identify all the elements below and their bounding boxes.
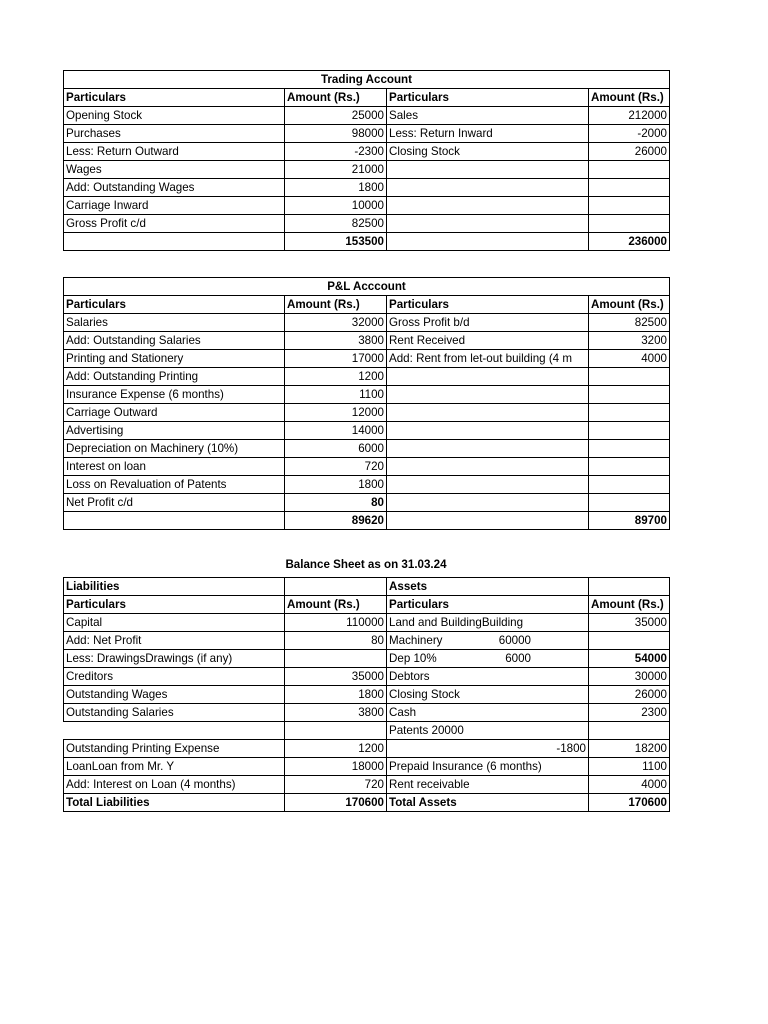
particular: Outstanding Salaries (64, 704, 285, 722)
balance-sheet-title: Balance Sheet as on 31.03.24 (285, 558, 447, 571)
amount: 12000 (285, 404, 387, 422)
header-particulars: Particulars (64, 296, 285, 314)
asset-label: Rent receivable (389, 778, 470, 791)
particular (387, 704, 589, 722)
particular (387, 740, 589, 758)
table-row (64, 143, 670, 161)
particular (387, 632, 589, 650)
empty-cell (589, 578, 670, 596)
amount: 720 (285, 458, 387, 476)
table-row (64, 350, 670, 368)
amount: 1100 (285, 386, 387, 404)
amount (589, 215, 670, 233)
amount: 17000 (285, 350, 387, 368)
total-label-empty (387, 512, 589, 530)
amount: 35000 (589, 614, 670, 632)
particular: Carriage Outward (64, 404, 285, 422)
amount: 1800 (285, 686, 387, 704)
table-row (64, 179, 670, 197)
amount: 3800 (285, 704, 387, 722)
particular: Closing Stock (387, 143, 589, 161)
amount (589, 197, 670, 215)
particular: Net Profit c/d (64, 494, 285, 512)
amount (589, 494, 670, 512)
particular: Gross Profit c/d (64, 215, 285, 233)
particular: Salaries (64, 314, 285, 332)
total-label-empty (64, 512, 285, 530)
amount (589, 476, 670, 494)
particular (387, 722, 589, 740)
amount: 3200 (589, 332, 670, 350)
asset-subamount: -1800 (556, 742, 586, 755)
table-header-row (64, 596, 670, 614)
amount: 54000 (589, 650, 670, 668)
amount: 1200 (285, 368, 387, 386)
amount: 10000 (285, 197, 387, 215)
particular: Add: Outstanding Printing (64, 368, 285, 386)
table-row (64, 740, 670, 758)
table-row (64, 686, 670, 704)
particular: Add: Outstanding Wages (64, 179, 285, 197)
particular: Interest on loan (64, 458, 285, 476)
pl-title: P&L Acccount (64, 278, 670, 296)
particular: Sales (387, 107, 589, 125)
particular (387, 476, 589, 494)
amount: 25000 (285, 107, 387, 125)
particular: Gross Profit b/d (387, 314, 589, 332)
asset-label: Machinery (389, 634, 443, 647)
amount: 1800 (285, 179, 387, 197)
particular: Less: Return Inward (387, 125, 589, 143)
particular (387, 686, 589, 704)
total-liabilities-label: Total Liabilities (64, 794, 285, 812)
header-amount: Amount (Rs.) (285, 596, 387, 614)
particular: Add: Outstanding Salaries (64, 332, 285, 350)
particular: Add: Net Profit (64, 632, 285, 650)
amount: 6000 (285, 440, 387, 458)
amount (589, 440, 670, 458)
particular: Outstanding Wages (64, 686, 285, 704)
amount (285, 650, 387, 668)
particular: Add: Rent from let-out building (4 m (387, 350, 589, 368)
amount (589, 386, 670, 404)
particular: Add: Interest on Loan (4 months) (64, 776, 285, 794)
total-left: 153500 (285, 233, 387, 251)
particular: Purchases (64, 125, 285, 143)
total-right: 236000 (589, 233, 670, 251)
amount: 98000 (285, 125, 387, 143)
asset-subamount: 60000 (498, 634, 531, 647)
table-row (64, 722, 670, 740)
empty-cell (285, 578, 387, 596)
asset-label: Dep 10% (389, 652, 437, 665)
amount: 4000 (589, 776, 670, 794)
amount: 18000 (285, 758, 387, 776)
amount (589, 722, 670, 740)
total-assets: 170600 (589, 794, 670, 812)
particular: Printing and Stationery (64, 350, 285, 368)
amount (589, 632, 670, 650)
amount: -2000 (589, 125, 670, 143)
asset-label: Patents 20000 (389, 724, 464, 737)
table-row (64, 704, 670, 722)
particular: Advertising (64, 422, 285, 440)
liabilities-heading: Liabilities (64, 578, 285, 596)
asset-label: Cash (389, 706, 417, 719)
particular (387, 404, 589, 422)
table-row (64, 614, 670, 632)
particular (387, 422, 589, 440)
trading-account-table (63, 70, 670, 251)
particular (387, 179, 589, 197)
amount: 110000 (285, 614, 387, 632)
pl-account-table (63, 277, 670, 530)
table-row (64, 476, 670, 494)
table-row (64, 632, 670, 650)
total-row (64, 233, 670, 251)
table-row (64, 125, 670, 143)
table-header-row (64, 89, 670, 107)
particular (387, 215, 589, 233)
amount: 26000 (589, 686, 670, 704)
particular (387, 440, 589, 458)
particular (387, 458, 589, 476)
particular: Wages (64, 161, 285, 179)
section-header-row (64, 578, 670, 596)
trading-title: Trading Account (64, 71, 670, 89)
particular (387, 494, 589, 512)
amount: 212000 (589, 107, 670, 125)
table-row (64, 197, 670, 215)
particular (387, 197, 589, 215)
total-right: 89700 (589, 512, 670, 530)
amount (589, 404, 670, 422)
particular (387, 776, 589, 794)
amount: 82500 (285, 215, 387, 233)
amount: 80 (285, 494, 387, 512)
table-row (64, 758, 670, 776)
particular: LoanLoan from Mr. Y (64, 758, 285, 776)
asset-label: Land and BuildingBuilding (389, 616, 524, 629)
balance-sheet-table (63, 577, 670, 812)
total-left: 89620 (285, 512, 387, 530)
particular: Carriage Inward (64, 197, 285, 215)
amount: 21000 (285, 161, 387, 179)
total-label-empty (64, 233, 285, 251)
particular (387, 650, 589, 668)
header-particulars: Particulars (387, 596, 589, 614)
table-row (64, 368, 670, 386)
particular (387, 368, 589, 386)
particular (387, 161, 589, 179)
header-amount: Amount (Rs.) (285, 296, 387, 314)
amount: 14000 (285, 422, 387, 440)
table-row (64, 161, 670, 179)
asset-label: Debtors (389, 670, 430, 683)
amount: 1100 (589, 758, 670, 776)
amount: 720 (285, 776, 387, 794)
header-particulars: Particulars (64, 596, 285, 614)
particular: Opening Stock (64, 107, 285, 125)
amount (285, 722, 387, 740)
particular: Loss on Revaluation of Patents (64, 476, 285, 494)
amount: -2300 (285, 143, 387, 161)
table-row (64, 107, 670, 125)
amount: 80 (285, 632, 387, 650)
header-particulars: Particulars (387, 296, 589, 314)
total-liabilities: 170600 (285, 794, 387, 812)
table-row (64, 650, 670, 668)
amount: 82500 (589, 314, 670, 332)
particular: Rent Received (387, 332, 589, 350)
particular: Capital (64, 614, 285, 632)
particular: Outstanding Printing Expense (64, 740, 285, 758)
header-particulars: Particulars (64, 89, 285, 107)
amount (589, 422, 670, 440)
table-row (64, 458, 670, 476)
particular (387, 668, 589, 686)
table-row (64, 332, 670, 350)
total-assets-label: Total Assets (387, 794, 589, 812)
table-title-row (64, 278, 670, 296)
amount (589, 179, 670, 197)
table-title-row (64, 71, 670, 89)
header-amount: Amount (Rs.) (589, 296, 670, 314)
header-amount: Amount (Rs.) (589, 596, 670, 614)
total-label-empty (387, 233, 589, 251)
table-header-row (64, 296, 670, 314)
total-row (64, 794, 670, 812)
particular (64, 722, 285, 740)
particular: Creditors (64, 668, 285, 686)
particular (387, 758, 589, 776)
amount: 2300 (589, 704, 670, 722)
table-row (64, 668, 670, 686)
amount (589, 161, 670, 179)
table-row (64, 404, 670, 422)
total-row (64, 512, 670, 530)
table-row (64, 494, 670, 512)
amount: 3800 (285, 332, 387, 350)
asset-label: Closing Stock (389, 688, 460, 701)
amount: 32000 (285, 314, 387, 332)
table-row (64, 314, 670, 332)
header-amount: Amount (Rs.) (285, 89, 387, 107)
particular: Less: Return Outward (64, 143, 285, 161)
particular: Less: DrawingsDrawings (if any) (64, 650, 285, 668)
amount: 1800 (285, 476, 387, 494)
table-row (64, 776, 670, 794)
asset-label: Prepaid Insurance (6 months) (389, 760, 542, 773)
header-particulars: Particulars (387, 89, 589, 107)
amount (589, 368, 670, 386)
amount (589, 458, 670, 476)
amount: 1200 (285, 740, 387, 758)
amount: 35000 (285, 668, 387, 686)
amount: 30000 (589, 668, 670, 686)
assets-heading: Assets (387, 578, 589, 596)
amount: 18200 (589, 740, 670, 758)
table-row (64, 422, 670, 440)
table-row (64, 215, 670, 233)
particular: Insurance Expense (6 months) (64, 386, 285, 404)
header-amount: Amount (Rs.) (589, 89, 670, 107)
table-row (64, 386, 670, 404)
asset-subamount: 6000 (505, 652, 531, 665)
particular (387, 614, 589, 632)
particular: Depreciation on Machinery (10%) (64, 440, 285, 458)
amount: 4000 (589, 350, 670, 368)
amount: 26000 (589, 143, 670, 161)
table-row (64, 440, 670, 458)
particular (387, 386, 589, 404)
